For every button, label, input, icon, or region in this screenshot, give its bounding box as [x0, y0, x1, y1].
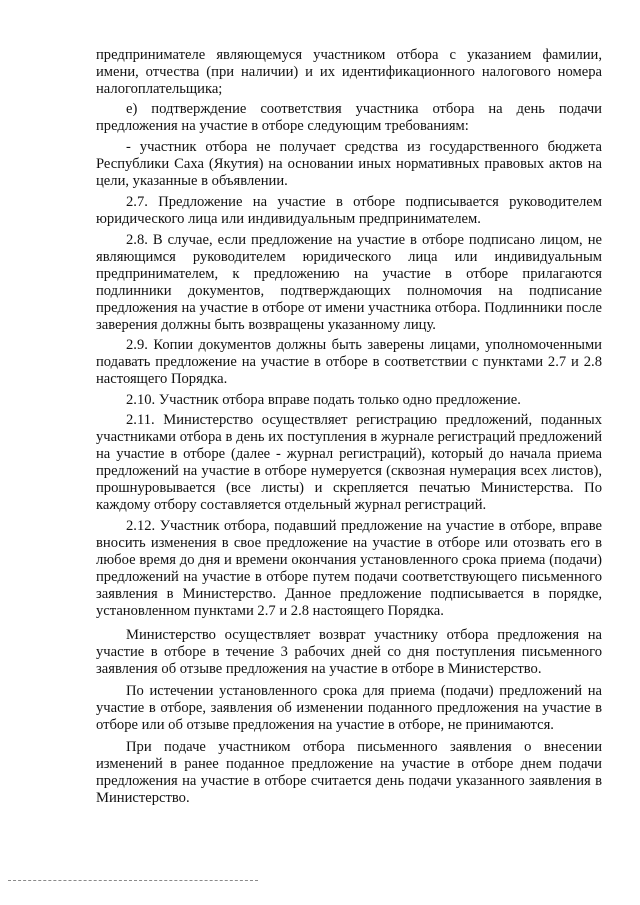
paragraph-2-9: 2.9. Копии документов должны быть заверены лицами, уполномоченными подавать предложение на участие в отборе в соответствии с пунктами 2.7 и 2.8 настоящего Порядка. — [96, 337, 602, 387]
paragraph-item-e: е) подтверждение соответствия участника отбора на день подачи предложения на участие в отборе следующим требованиям: — [96, 101, 602, 134]
paragraph-deadline: По истечении установленного срока для приема (подачи) предложений на участие в отборе, заявления об изменении поданного предложения на участие в отборе или об отзыве предложения на участие в отборе, не принимаются. — [96, 683, 602, 733]
paragraph-submission-date: При подаче участником отбора письменного заявления о внесении изменений в ранее поданное предложение на участие в отборе днем подачи предложения на участие в отборе считается день подачи указанного заявления в Министерство. — [96, 739, 602, 806]
paragraph-return: Министерство осуществляет возврат участнику отбора предложения на участие в отборе в течение 3 рабочих дней со дня поступления письменного заявления об отзыве предложения на участие в отборе в Министерство. — [96, 627, 602, 677]
paragraph-2-11: 2.11. Министерство осуществляет регистрацию предложений, поданных участниками отбора в день их поступления в журнале регистраций предложений на участие в отборе (далее - журнал регистраций), который до начала приема предложений на участие в отборе нумеруется (сквозная нумерация всех листов), прошнуровывается (все листы) и скрепляется печатью Министерства. По каждому отбору составляется отдельный журнал регистраций. — [96, 412, 602, 513]
paragraph-2-8: 2.8. В случае, если предложение на участие в отборе подписано лицом, не являющимся руководителем юридического лица или индивидуальным предпринимателем, к предложению на участие в отборе прилагаются подлинники документов, подтверждающих полномочия на подписание предложения на участие в отборе от имени участника отбора. Подлинники после заверения должны быть возвращены указанному лицу. — [96, 232, 602, 333]
paragraph-continuation: предпринимателе являющемуся участником отбора с указанием фамилии, имени, отчества (при наличии) и их идентификационного налогового номера налогоплательщика; — [96, 47, 602, 97]
paragraph-2-10: 2.10. Участник отбора вправе подать только одно предложение. — [126, 392, 521, 408]
footer-divider — [8, 880, 258, 881]
paragraph-requirement: - участник отбора не получает средства из государственного бюджета Республики Саха (Якутия) на основании иных нормативных правовых актов на цели, указанные в объявлении. — [96, 139, 602, 189]
document-body — [96, 47, 602, 807]
paragraph-2-7: 2.7. Предложение на участие в отборе подписывается руководителем юридического лица или индивидуальным предпринимателем. — [96, 194, 602, 227]
paragraph-2-12: 2.12. Участник отбора, подавший предложение на участие в отборе, вправе вносить изменения в свое предложение на участие в отборе или отозвать его в любое время до дня и времени окончания установленного срока приема (подачи) предложений на участие в отборе путем подачи соответствующего письменного заявления в Министерство. Данное предложение подписывается в порядке, установленном пунктами 2.7 и 2.8 настоящего Порядка. — [96, 518, 602, 619]
